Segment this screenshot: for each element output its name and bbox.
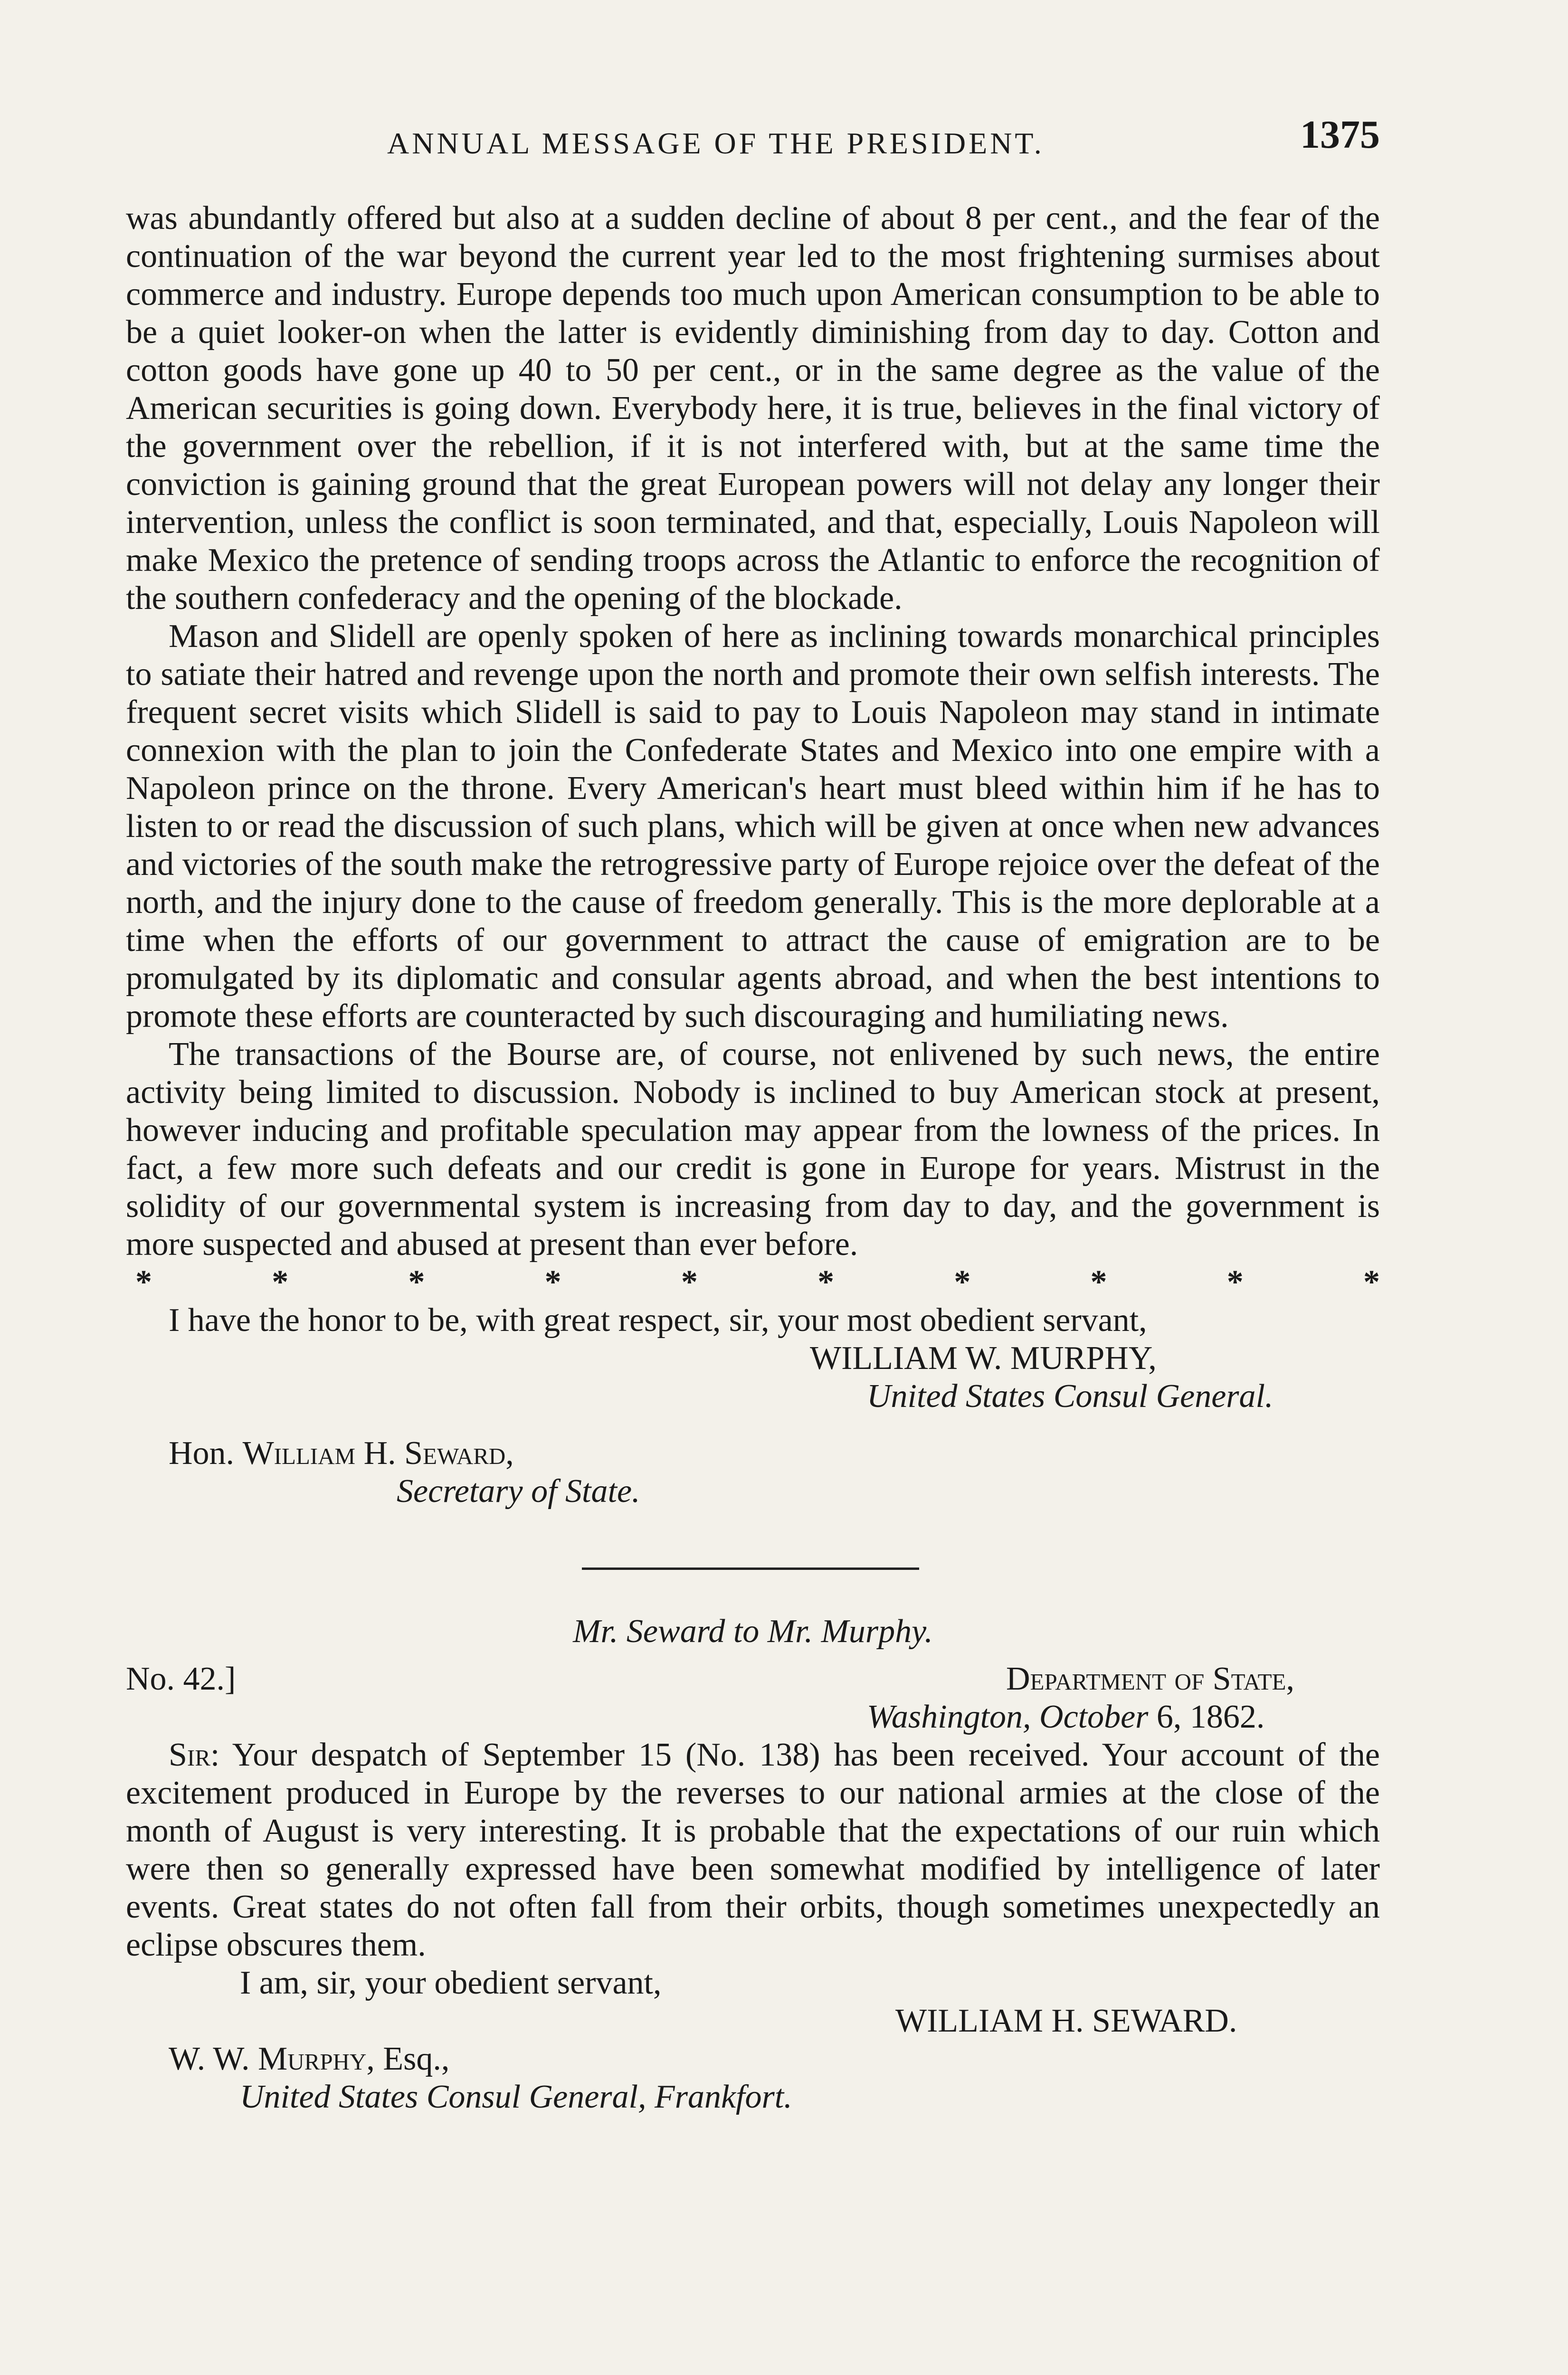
star: * (408, 1264, 425, 1301)
letter2-place: Washington, (867, 1699, 1031, 1735)
page-number: 1375 (1300, 113, 1380, 157)
star: * (272, 1264, 289, 1301)
letter1-addressee (126, 1434, 1380, 1472)
letter2-department: Department of State, (1006, 1661, 1294, 1697)
letter2-salutation: Sir: (169, 1737, 220, 1773)
letter2-date: 6, 1862. (1156, 1699, 1265, 1735)
letter2-closing: I am, sir, your obedient servant, (240, 1965, 662, 2001)
page-body (126, 200, 1380, 2116)
letter2-dateline (126, 1660, 1380, 1698)
letter2-place-date (126, 1698, 1380, 1736)
star: * (817, 1264, 835, 1301)
star: * (1363, 1264, 1380, 1301)
letter1-paragraph-1: was abundantly offered but also at a sudden decline of about 8 per cent., and the fear of the continuation of the war beyond the current year led to the most frightening surmises about commerce and industry. Europe depends too much upon American consumption to be able to be a quiet looker-on when the latter is evidently diminishing from day to day. Cotton and cotton goods have gone up 40 to 50 per cent., or in the same degree as the value of the American securities is going down. Everybody here, it is true, believes in the final victory of the government over the rebellion, if it is not interfered with, but at the same time the conviction is gaining ground that the great European powers will not delay any longer their intervention, unless the conflict is soon terminated, and that, especially, Louis Napoleon will make Mexico the pretence of sending troops across the Atlantic to enforce the recognition of the southern confederacy and the opening of the blockade. (126, 200, 1380, 617)
letter2-addressee (126, 2040, 1380, 2078)
letter2-number: No. 42.] (126, 1661, 236, 1697)
letter2-body-text: Your despatch of September 15 (No. 138) has been received. Your account of the excitement produced in Europe by the reverses to our national armies at the close of the month of August is very interesting. It is probable that the expectations of our ruin which were then so generally expressed have been somewhat modified by intelligence of later events. Great states do not often fall from their orbits, though sometimes unexpectedly an eclipse obscures them. (126, 1737, 1380, 1963)
letter1-paragraph-3: The transactions of the Bourse are, of course, not enlivened by such news, the entire activity being limited to discussion. Nobody is inclined to buy American stock at present, however inducing and profitable speculation may appear from the lowness of the prices. In fact, a few more such defeats and our credit is gone in Europe for years. Mistrust in the solidity of our governmental system is increasing from day to day, and the government is more suspected and abused at present than ever before. (126, 1036, 1380, 1263)
letter2-heading: Mr. Seward to Mr. Murphy. (573, 1613, 933, 1650)
star: * (1090, 1264, 1107, 1301)
addressee-prefix: Hon. (169, 1435, 235, 1472)
letter2-month: October (1039, 1699, 1149, 1735)
letter2-addressee-title: United States Consul General, Frankfort. (240, 2079, 792, 2115)
page-header (126, 112, 1380, 164)
section-divider (582, 1568, 919, 1570)
letter1-closing: I have the honor to be, with great respect, sir, your most obedient servant, (169, 1302, 1147, 1339)
letter1-paragraph-2: Mason and Slidell are openly spoken of here as inclining towards monarchical principles to satiate their hatred and revenge upon the north and promote their own selfish interests. The frequent secret visits which Slidell is said to pay to Louis Napoleon may stand in intimate connexion with the plan to join the Confederate States and Mexico into one empire with a Napoleon prince on the throne. Every American's heart must bleed within him if he has to listen to or read the discussion of such plans, which will be given at once when new advances and victories of the south make the retrogressive party of Europe rejoice over the defeat of the north, and the injury done to the cause of freedom generally. This is the more deplorable at a time when the efforts of our government to attract the cause of emigration are to be promulgated by its diplomatic and consular agents abroad, and when the best intentions to promote these efforts are counteracted by such discouraging and humiliating news. (126, 618, 1380, 1035)
letter1-signer-title: United States Consul General. (867, 1378, 1273, 1415)
letter2-body (126, 1736, 1380, 1964)
star: * (544, 1264, 561, 1301)
addressee-suffix: Esq., (383, 2041, 450, 2077)
star: * (681, 1264, 698, 1301)
asterisk-ellipsis (126, 1264, 1380, 1302)
star: * (1226, 1264, 1244, 1301)
running-head: ANNUAL MESSAGE OF THE PRESIDENT. (387, 126, 1045, 160)
star: * (135, 1264, 152, 1301)
star: * (954, 1264, 971, 1301)
letter2-signer: WILLIAM H. SEWARD. (895, 2003, 1237, 2039)
addressee-name: W. W. Murphy, (169, 2041, 375, 2077)
addressee-name: William H. Seward, (242, 1435, 514, 1472)
letter1-signer: WILLIAM W. MURPHY, (810, 1340, 1157, 1377)
letter1-addressee-title: Secretary of State. (397, 1473, 640, 1510)
